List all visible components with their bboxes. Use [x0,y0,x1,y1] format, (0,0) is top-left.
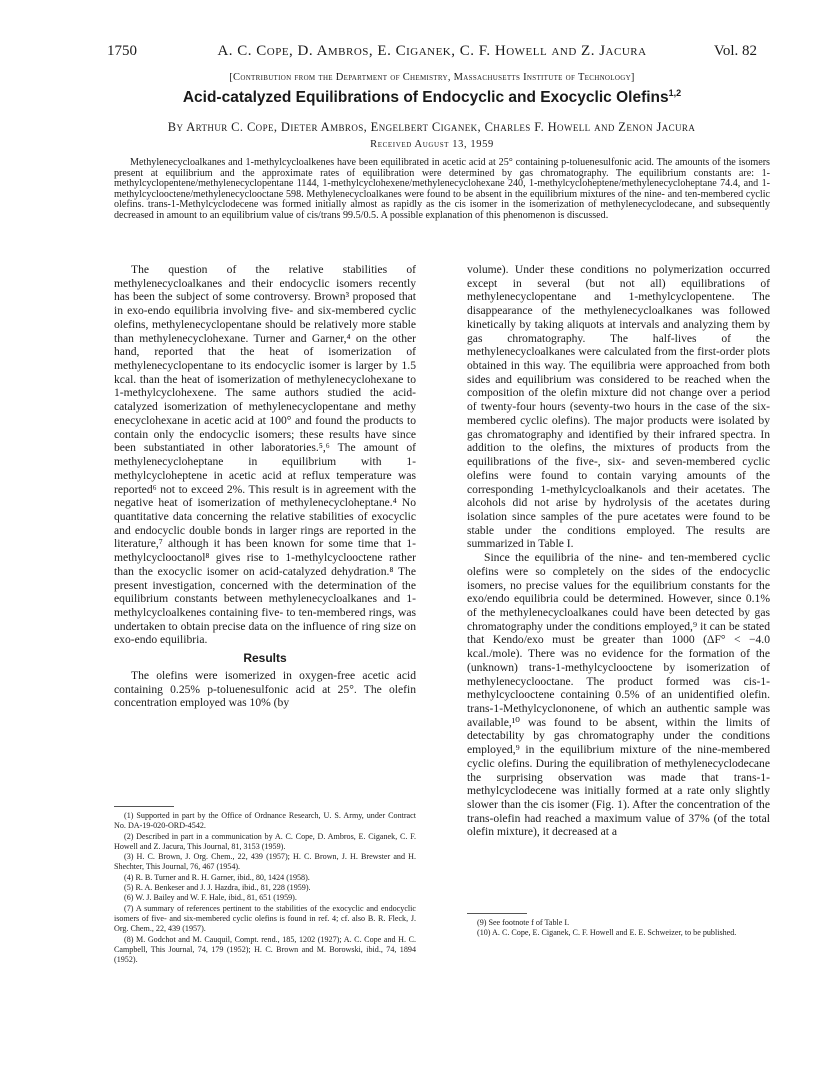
abstract: Methylenecycloalkanes and 1-methylcycloalkenes have been equilibrated in acetic acid at 25° containing p-toluenesulfonic acid. The amounts of the isomers present at equilibrium and the approximate rates of equilibration were determined by gas chromatography. The equilibrium constants are: 1-methylcyclopentene/methylenecyclopentane 1144, 1-methylcyclohexene/methylenecyclohexane 240, 1-methylcycloheptene/methylenecycloheptane 74.4, and 1-methylcyclooctene/methylenecyclooctane 598. Methylenecycloalkanes were found to be absent in the equilibrium mixtures of the nine- and ten-membered cyclic olefins. trans-1-Methylcyclodecene was formed initially almost as rapidly as the cis isomer in the isomerization of methylenecyclodecane, and subsequently decreased in amount to an equilibrium value of cis/trans 99.5/0.5. A possible explanation of this phenomenon is discussed. [114,157,770,221]
contribution-line: [Contribution from the Department of Chemistry, Massachusetts Institute of Technology] [229,72,635,83]
running-authors: A. C. Cope, D. Ambros, E. Ciganek, C. F. Howell and Z. Jacura [217,43,647,59]
footnote: (3) H. C. Brown, J. Org. Chem., 22, 439 (1957); H. C. Brown, J. H. Brewster and H. Shechter, This Journal, 76, 467 (1954). [114,852,416,872]
running-header [107,43,757,63]
title-text: Acid-catalyzed Equilibrations of Endocyclic and Exocyclic Olefins [182,89,669,106]
footnotes-right [467,918,767,939]
footnote: (9) See footnote f of Table I. [477,918,570,927]
title-footnote-ref: 1,2 [668,87,682,98]
footnote: (4) R. B. Turner and R. H. Garner, ibid., 80, 1424 (1958). [124,872,310,882]
footnote-rule-left [114,806,174,807]
right-paragraph-2: Since the equilibria of the nine- and ten-membered cyclic olefins were so completely on the sides of the endocyclic isomers, no precise values for the equilibrium constants for the exo/endo equilibria could be determined. However, since 0.1% of the methylenecycloalkanes could have been detected by gas chromatography under the conditions employed,⁹ it can be stated that Kendo/exo must be greater than 1000 (ΔF° < −4.0 kcal./mole). There was no evidence for the formation of the (unknown) trans-1-methylcyclooctene by isomerization of methylenecyclooctane. The product formed was cis-1-methylcyclooctene containing 0.5% of an unidentified olefin. trans-1-Methylcyclononene, of which an authentic sample was available,¹⁰ was found to be absent, within the limits of detectability by gas chromatography under the conditions employed,⁹ in the equilibrium mixture of the nine-membered cyclic olefins. During the equilibration of methylenecyclodecane the surprising observation was made that trans-1-methylcyclodecene was initially formed at a rate only slightly slower than the cis isomer (Fig. 1). After the concentration of the trans-olefin had reached a maximum value of 37% (of the total olefin mixture), it decreased at a [467,551,770,839]
page-number: 1750 [107,43,137,59]
footnote: (1) Supported in part by the Office of Ordnance Research, U. S. Army, under Contract No. DA-19-020-ORD-4542. [114,811,416,831]
results-paragraph: The olefins were isomerized in oxygen-free acetic acid containing 0.25% p-toluenesulfonic acid at 25°. The olefin concentration employed was 10% (by [114,668,416,710]
footnote: (6) W. J. Bailey and W. F. Hale, ibid., 81, 651 (1959). [124,893,297,903]
article-title [107,89,757,107]
footnote: (5) R. A. Benkeser and J. J. Hazdra, ibid., 81, 228 (1959). [124,883,311,893]
footnote: (8) M. Godchot and M. Cauquil, Compt. rend., 185, 1202 (1927); A. C. Cope and H. C. Campbell, This Journal, 74, 179 (1952); H. C. Brown and M. Borowski, ibid., 74, 1894 (1952). [114,934,416,965]
volume-label: Vol. 82 [713,43,757,59]
footnote: (10) A. C. Cope, E. Ciganek, C. F. Howell and E. E. Schweizer, to be published. [477,928,737,938]
byline: By Arthur C. Cope, Dieter Ambros, Engelbert Ciganek, Charles F. Howell and Zenon Jacura [167,120,696,134]
received-date: Received August 13, 1959 [370,139,494,150]
right-column [467,263,770,839]
footnotes-left [114,811,416,965]
left-column [114,263,416,710]
right-paragraph-1: volume). Under these conditions no polymerization occurred except in several (but not all) equilibrations of methylenecyclopentane and 1-methylcyclopentene. The disappearance of the methylenecycloalkanes was followed kinetically by taking aliquots at intervals and analyzing them by gas chromatography. The half-lives of the methylenecycloalkanes were calculated from the first-order plots obtained in this way. The equilibria were approached from both sides and equilibrium was considered to be reached when the composition of the olefin mixture did not change over a period of twenty-four hours (seventy-two hours in the case of the six-membered cyclic olefins). The major products were isolated by gas chromatography and identified by their infrared spectra. In addition to the olefins, the mixtures of products from the equilibrations of the five-, six- and seven-membered cyclic olefins were found to contain varying amounts of the corresponding 1-methylcycloalkanols and their acetates. The alcohols did not arise by hydrolysis of the acetates during isolation since samples of the pure acetates were found to be stable under the conditions employed. The results are summarized in Table I. [467,263,770,551]
footnote: (2) Described in part in a communication by A. C. Cope, D. Ambros, E. Ciganek, C. F. Howell and Z. Jacura, This Journal, 81, 3153 (1959). [114,831,416,851]
footnote-rule-right [467,913,527,914]
footnote: (7) A summary of references pertinent to the stabilities of the exocyclic and endocyclic isomers of five- and six-membered cyclic olefins is found in ref. 4; cf. also B. R. Fleck, J. Org. Chem., 22, 439 (1957). [114,903,416,934]
section-heading-results: Results [243,651,287,666]
intro-paragraph: The question of the relative stabilities of methylenecycloalkanes and their endocyclic isomers recently has been the subject of some controversy. Brown³ proposed that in exo-endo equilibria involving five- and six-membered cyclic olefins, methylenecyclopentane should be relatively more stable than methylenecyclohexane. Turner and Garner,⁴ on the other hand, reported that the heat of isomerization of methylenecyclopentane to its endocyclic isomer is larger by 1.5 kcal. than the heat of isomerization of methylenecyclohexane to 1-methylcyclohexene. The same authors studied the acid-catalyzed isomerization of methylenecyclopentane and methy enecyclohexane in acetic acid at 100° and found the products to contain only the endocyclic isomers; these results have since been substantiated in other laboratories.⁵,⁶ The amount of methylenecycloheptane in equilibrium with 1-methylcycloheptene in acetic acid at reflux temperature was reported⁶ not to exceed 2%. This result is in agreement with the negative heat of isomerization of methylenecycloheptane.⁴ No quantitative data concerning the relative stabilities of exocyclic and endocyclic double bonds in larger rings are reported in the literature,⁷ although it has been known for some time that 1-methylcyclooctanol⁸ gives rise to 1-methylcyclooctene rather than the exocyclic isomer on acid-catalyzed dehydration.⁸ The present investigation, concerned with the determination of the equilibrium constants between methylenecycloalkanes and 1-methylcycloalkenes containing five- to ten-membered rings, was undertaken to obtain precise data on the influence of ring size on exo-endo equilibria. [114,263,416,647]
